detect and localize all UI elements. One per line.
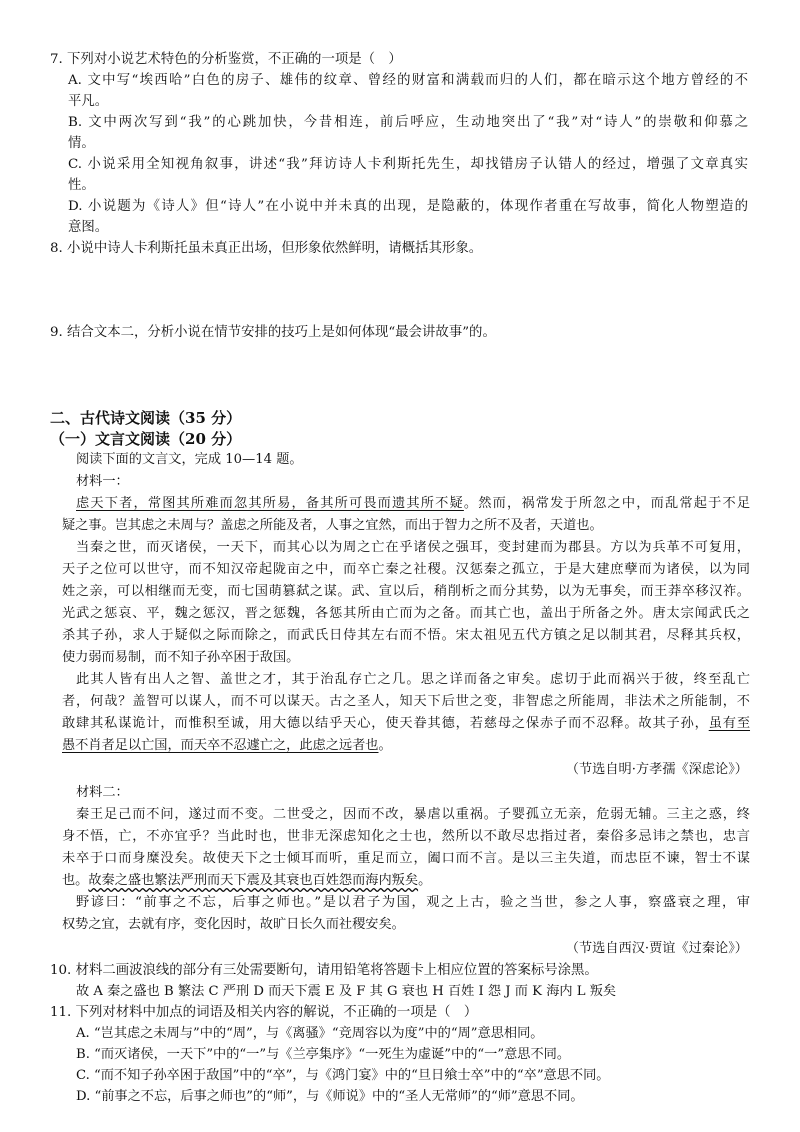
q11-option-b: B. “而灭诸侯，一天下”中的“一”与《兰亭集序》“一死生为虚诞”中的“一”意思不同。 [76, 1047, 571, 1062]
section-heading: 二、古代诗文阅读（35 分） [50, 409, 242, 427]
q10-segmented-line: 故 A 秦之盛也 B 繁法 C 严刑 D 而天下震 E 及 F 其 G 衰也 H 百姓 I 怨 J 而 K 海内 L 叛矣 [76, 984, 617, 999]
q7-option-c-line2: 性。 [68, 178, 95, 193]
m1-line-10: 者，何哉？盖智可以谋人，而不可以谋天。古之圣人，知天下后世之变，非智虑之所能周，非法术之所能制，不 [62, 694, 750, 709]
m1-line-1: 虑天下者，常图其所难而忽其所易，备其所可畏而遗其所不疑。然而，祸常发于所忽之中，而乱常起于不足 [76, 496, 751, 511]
m1-line-3: 当秦之世，而灭诸侯，一天下，而其心以为周之亡在乎诸侯之强耳，变封建而为郡县。方以为兵革不可复用， [76, 540, 750, 555]
q7-stem: 7. 下列对小说艺术特色的分析鉴赏，不正确的一项是（ ） [50, 52, 402, 67]
q7-option-a-line2: 平凡。 [68, 94, 109, 109]
m2-line-6: 权势之宜，去就有序，变化因时，故旷日长久而社稷安矣。 [62, 917, 405, 932]
subsection-heading: （一）文言文阅读（20 分） [50, 430, 242, 448]
material-two-source: （节选自西汉·贾谊《过秦论》） [565, 941, 748, 956]
m1-line-6: 光武之惩哀、平，魏之惩汉，晋之惩魏，各惩其所由亡而为之备。而其亡也，盖出于所备之外。唐太宗闻武氏之 [62, 606, 750, 621]
q7-option-d-line1: D. 小说题为《诗人》但“诗人”在小说中并未真的出现，是隐蔽的，体现作者重在写故事，简化人物塑造的 [68, 199, 748, 214]
m2-line-2: 身不悟，亡，不亦宜乎？当此时也，世非无深虑知化之士也，然所以不敢尽忠指过者，秦俗多忌讳之禁也，忠言 [62, 829, 750, 844]
m1-line-12: 愚不肖者足以亡国，而天卒不忍遽亡之，此虑之远者也。 [62, 738, 392, 753]
reading-instruction: 阅读下面的文言文，完成 10—14 题。 [76, 452, 303, 467]
m1-line-11: 敢肆其私谋诡计，而惟积至诚，用大德以结乎天心，使天眷其德，若慈母之保赤子而不忍释。故其子孙，虽有至 [62, 716, 751, 731]
q9-stem: 9. 结合文本二，分析小说在情节安排的技巧上是如何体现“最会讲故事”的。 [50, 325, 496, 340]
m2-line-4: 也。故秦之盛也繁法严刑而天下震及其衰也百姓怨而海内叛矣。 [62, 873, 432, 888]
q11-stem: 11. 下列对材料中加点的词语及相关内容的解说，不正确的一项是（ ） [50, 1005, 478, 1020]
q11-option-c: C. “而不知子孙卒困于敌国”中的“卒”，与《鸿门宴》中的“旦日飨士卒”中的“卒”意思不同。 [76, 1068, 610, 1083]
m1-line-2: 疑之事。岂其虑之未周与？盖虑之所能及者，人事之宜然，而出于智力之所不及者，天道也。 [62, 518, 603, 533]
material-one-source: （节选自明·方孝孺《深虑论》） [565, 762, 748, 777]
q7-option-b-line2: 情。 [68, 136, 95, 151]
q8-stem: 8. 小说中诗人卡利斯托虽未真正出场，但形象依然鲜明，请概括其形象。 [50, 241, 483, 256]
material-two-label: 材料二： [76, 785, 129, 800]
m2-line-5: 野谚曰：“前事之不忘，后事之师也。”是以君子为国，观之上古，验之当世，参之人事，察盛衰之理，审 [76, 895, 750, 910]
q11-option-a: A. “岂其虑之未周与”中的“周”，与《离骚》“竞周容以为度”中的“周”意思相同。 [76, 1026, 544, 1041]
q7-option-c-line1: C. 小说采用全知视角叙事，讲述“我”拜访诗人卡利斯托先生，却找错房子认错人的经过，增强了文章真实 [68, 157, 748, 172]
q11-option-d: D. “前事之不忘，后事之师也”的“师”，与《师说》中的“圣人无常师”的“师”意思不同。 [76, 1089, 584, 1104]
q7-option-d-line2: 意图。 [68, 220, 109, 235]
m1-line-7: 杀其子孙，求人于疑似之际而除之，而武氏日侍其左右而不悟。宋太祖见五代方镇之足以制其君，尽释其兵权， [62, 628, 750, 643]
m2-line-3: 未卒于口而身糜没矣。故使天下之士倾耳而听，重足而立，阖口而不言。是以三主失道，而忠臣不谏，智士不谋 [62, 851, 750, 866]
material-one-label: 材料一： [76, 474, 129, 489]
q10-stem: 10. 材料二画波浪线的部分有三处需要断句，请用铅笔将答题卡上相应位置的答案标号涂黑。 [50, 963, 598, 978]
m2-line-1: 秦王足己而不问，遂过而不变。二世受之，因而不改，暴虐以重祸。子婴孤立无亲，危弱无辅。三主之惑，终 [76, 807, 750, 822]
q7-option-b-line1: B. 文中两次写到“我”的心跳加快，今昔相连，前后呼应，生动地突出了“我”对“诗人”的崇敬和仰慕之 [68, 115, 748, 130]
m1-line-5: 姓之亲，可以相继而无变，而七国萌篡弑之谋。武、宣以后，稍削析之而分其势，以为无事矣，而王莽卒移汉祚。 [62, 584, 750, 599]
m1-line-4: 天子之位可以世守，而不知汉帝起陇亩之中，而卒亡秦之社稷。汉惩秦之孤立，于是大建庶孽而为诸侯，以为同 [62, 562, 750, 577]
q7-option-a-line1: A. 文中写“埃西哈”白色的房子、雄伟的纹章、曾经的财富和满载而归的人们，都在暗示这个地方曾经的不 [68, 73, 748, 88]
m1-line-8: 使力弱而易制，而不知子孙卒困于敌国。 [62, 650, 300, 665]
m1-line-9: 此其人皆有出人之智、盖世之才，其于治乱存亡之几。思之详而备之审矣。虑切于此而祸兴于彼，终至乱亡 [76, 672, 750, 687]
